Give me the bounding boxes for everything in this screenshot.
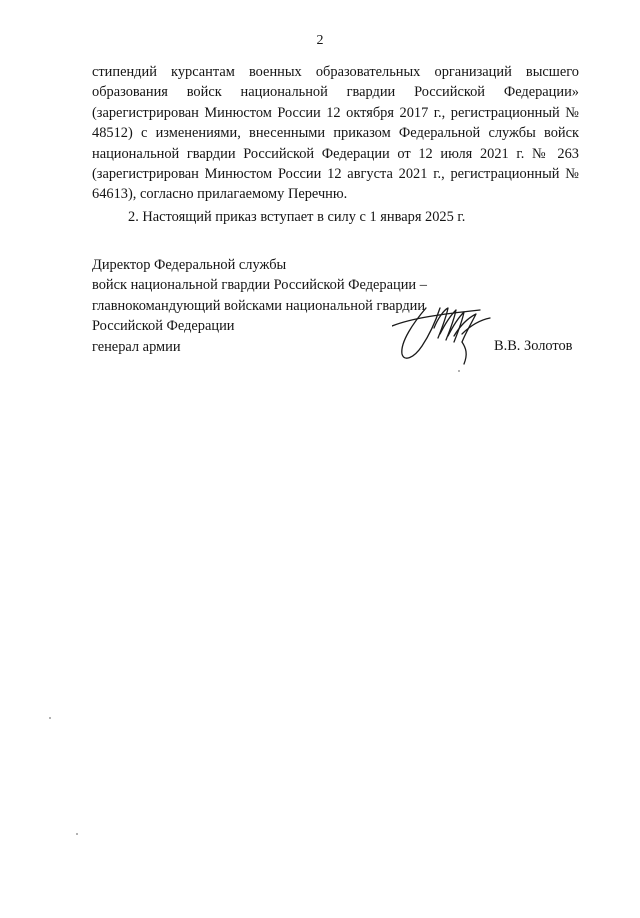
signatory-position-line: Российской Федерации: [92, 318, 235, 335]
handwritten-signature: [392, 288, 502, 368]
scan-speck: [76, 833, 78, 835]
page-number: 2: [316, 33, 324, 48]
body-paragraph-item-2: 2. Настоящий приказ вступает в силу с 1 января 2025 г.: [128, 208, 466, 225]
document-body: [92, 62, 579, 227]
scan-speck: [49, 717, 51, 719]
signatory-position-line: войск национальной гвардии Российской Федерации –: [92, 277, 427, 294]
body-paragraph: стипендий курсантам военных образовательных организаций высшего образования войск национальной гвардии Российской Федерации» (зарегистрирован Минюстом России 12 октября 2017 г., регистрационный № 48512) с изменениями, внесенными приказом Федеральной службы войск национальной гвардии Российской Федерации от 12 июля 2021 г. № 263 (зарегистрирован Минюстом России 12 августа 2021 г., регистрационный № 64613), согласно прилагаемому Перечню.: [92, 64, 579, 203]
scan-speck: [458, 370, 460, 372]
signatory-position-line: главнокомандующий войсками национальной гвардии: [92, 297, 426, 314]
signatory-position-line: Директор Федеральной службы: [92, 257, 287, 273]
signer-name: В.В. Золотов: [494, 338, 573, 354]
signatory-rank: генерал армии: [92, 338, 181, 355]
